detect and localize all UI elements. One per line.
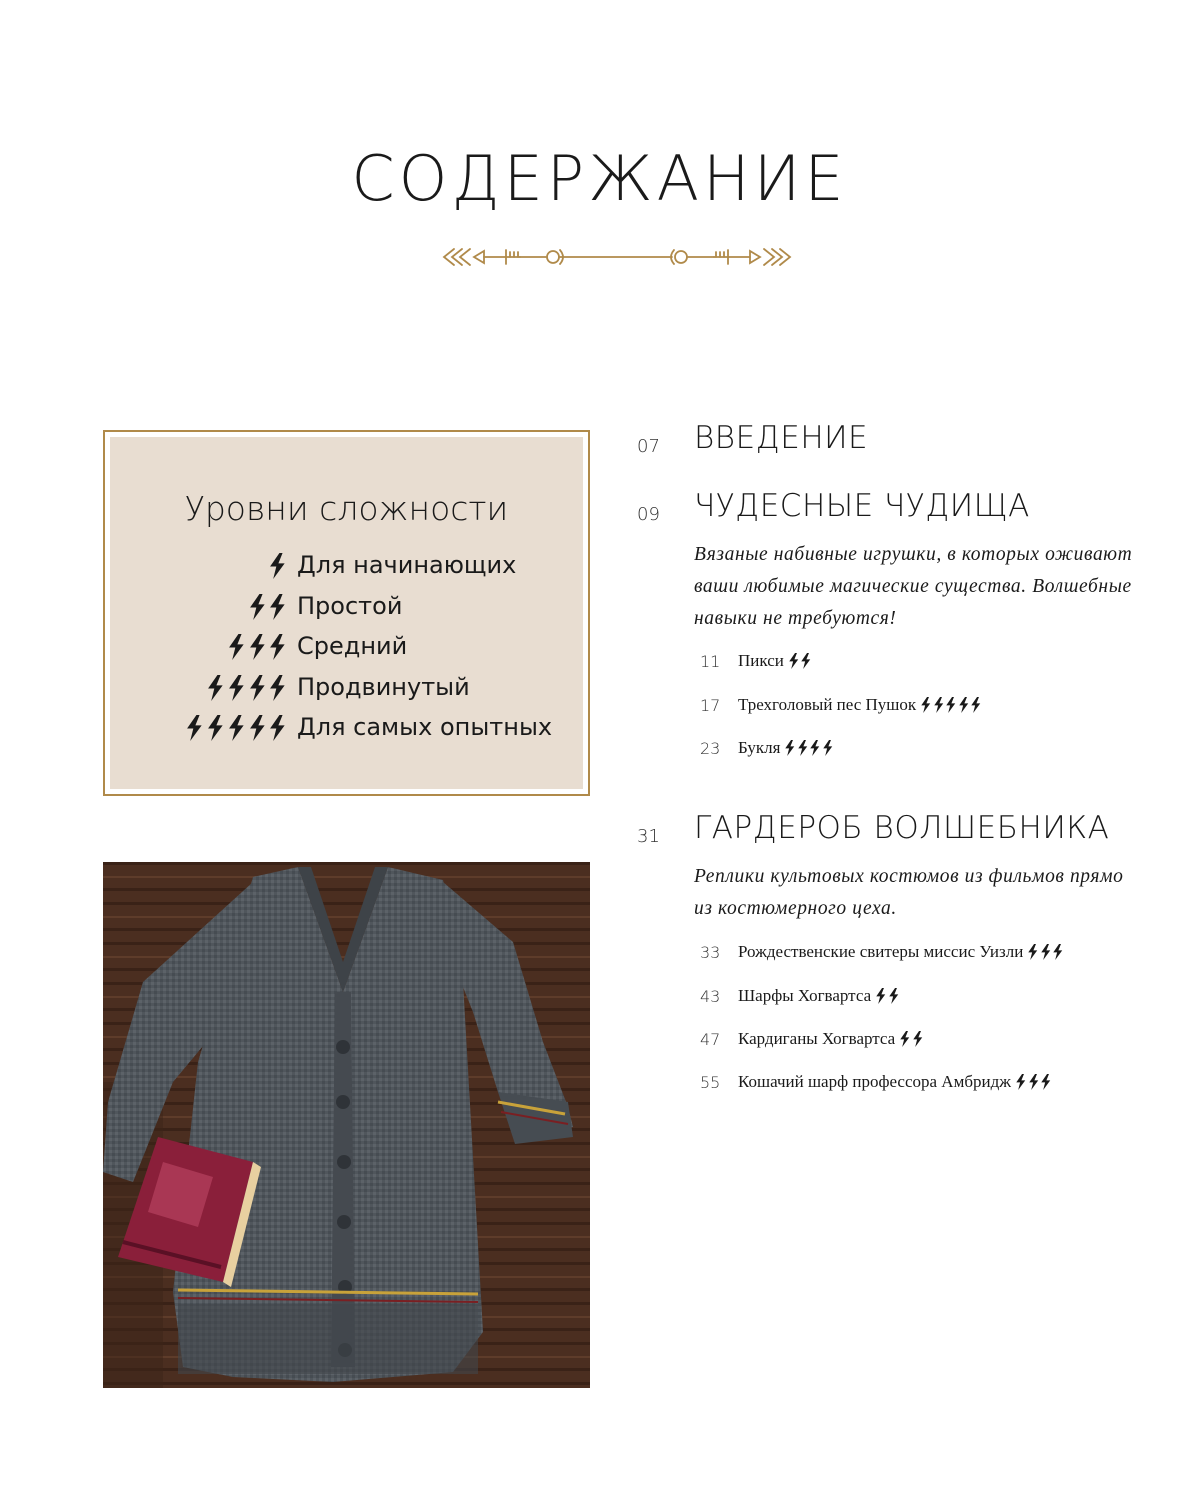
lightning-bolt-icon — [1052, 944, 1064, 960]
lightning-bolt-icon — [1040, 1074, 1052, 1090]
difficulty-level-row — [110, 588, 583, 629]
toc-entry-page: 47 — [700, 1029, 721, 1049]
lightning-bolt-icon — [248, 634, 267, 660]
difficulty-level-row — [110, 628, 583, 669]
difficulty-levels-title: Уровни сложности — [184, 489, 509, 528]
difficulty-level-label: Для самых опытных — [297, 713, 553, 741]
lightning-bolt-icon — [784, 740, 796, 756]
toc-entry-difficulty — [784, 740, 833, 756]
toc-entry-page: 33 — [700, 942, 721, 962]
difficulty-levels-panel — [110, 437, 583, 789]
toc-section-page: 31 — [637, 826, 660, 847]
toc-entry-difficulty — [920, 697, 982, 713]
toc-entry-page: 11 — [700, 651, 721, 671]
toc-section-title: ЧУДЕСНЫЕ ЧУДИЩА — [694, 488, 1030, 524]
lightning-bolt-icon — [933, 697, 945, 713]
lightning-bolt-icon — [822, 740, 834, 756]
toc-entry-page: 23 — [700, 738, 721, 758]
difficulty-level-bolts — [185, 715, 287, 741]
toc-section-title: ВВЕДЕНИЕ — [694, 420, 869, 456]
lightning-bolt-icon — [206, 715, 225, 741]
lightning-bolt-icon — [268, 553, 287, 579]
lightning-bolt-icon — [945, 697, 957, 713]
difficulty-level-bolts — [227, 634, 287, 660]
toc-entry — [700, 1069, 1052, 1095]
toc-entry-title: Кардиганы Хогвартса — [738, 1029, 896, 1048]
toc-entry-difficulty — [875, 988, 899, 1004]
toc-entry — [700, 983, 899, 1009]
lightning-bolt-icon — [1015, 1074, 1027, 1090]
toc-section-description: Реплики культовых костюмов из фильмов прямо из костюмерного цеха. — [694, 866, 1124, 919]
toc-entry-title: Пикси — [738, 651, 784, 670]
lightning-bolt-icon — [1028, 1074, 1040, 1090]
difficulty-level-label: Продвинутый — [297, 672, 470, 701]
lightning-bolt-icon — [797, 740, 809, 756]
difficulty-level-label: Простой — [297, 591, 403, 620]
cardigan-photo — [103, 862, 590, 1388]
toc-section-page: 07 — [637, 436, 660, 457]
difficulty-level-label: Средний — [297, 632, 408, 660]
toc-entry-difficulty — [899, 1031, 923, 1047]
difficulty-levels-list — [110, 547, 583, 750]
lightning-bolt-icon — [268, 715, 287, 741]
lightning-bolt-icon — [800, 653, 812, 669]
toc-entry-difficulty — [788, 653, 812, 669]
difficulty-level-row — [110, 669, 583, 710]
lightning-bolt-icon — [809, 740, 821, 756]
lightning-bolt-icon — [206, 675, 225, 701]
difficulty-level-row — [110, 709, 583, 750]
lightning-bolt-icon — [920, 697, 932, 713]
toc-entry — [700, 939, 1064, 965]
difficulty-level-bolts — [248, 594, 287, 620]
toc-section-title: ГАРДЕРОБ ВОЛШЕБНИКА — [694, 810, 1110, 846]
lightning-bolt-icon — [248, 715, 267, 741]
toc-entry — [700, 735, 833, 761]
toc-section-page: 09 — [637, 504, 660, 525]
toc-section-description: Вязаные набивные игрушки, в которых оживают ваши любимые магические существа. Волшебные навыки не требуются! — [694, 544, 1133, 629]
lightning-bolt-icon — [248, 675, 267, 701]
lightning-bolt-icon — [248, 594, 267, 620]
lightning-bolt-icon — [912, 1031, 924, 1047]
difficulty-levels-box — [103, 430, 590, 796]
toc-entry-difficulty — [1027, 944, 1064, 960]
lightning-bolt-icon — [970, 697, 982, 713]
lightning-bolt-icon — [227, 634, 246, 660]
lightning-bolt-icon — [875, 988, 887, 1004]
toc-entry-title: Трехголовый пес Пушок — [738, 695, 917, 714]
toc-entry-title: Букля — [738, 738, 781, 757]
lightning-bolt-icon — [227, 675, 246, 701]
lightning-bolt-icon — [888, 988, 900, 1004]
page-title: СОДЕРЖАНИЕ — [351, 142, 848, 215]
difficulty-level-bolts — [206, 675, 287, 701]
title-ornament — [440, 244, 794, 270]
lightning-bolt-icon — [1027, 944, 1039, 960]
lightning-bolt-icon — [958, 697, 970, 713]
lightning-bolt-icon — [185, 715, 204, 741]
toc-entry-title: Кошачий шарф профессора Амбридж — [738, 1072, 1011, 1091]
toc-entry — [700, 1026, 923, 1052]
difficulty-level-label: Для начинающих — [297, 551, 517, 579]
difficulty-level-row — [110, 547, 583, 588]
lightning-bolt-icon — [227, 715, 246, 741]
toc-entry — [700, 648, 812, 674]
toc-entry-page: 17 — [700, 695, 721, 715]
lightning-bolt-icon — [1040, 944, 1052, 960]
lightning-bolt-icon — [268, 594, 287, 620]
toc-entry-difficulty — [1015, 1074, 1052, 1090]
lightning-bolt-icon — [268, 634, 287, 660]
toc-entry-page: 55 — [700, 1072, 721, 1092]
toc-entry-page: 43 — [700, 986, 721, 1006]
lightning-bolt-icon — [788, 653, 800, 669]
lightning-bolt-icon — [899, 1031, 911, 1047]
lightning-bolt-icon — [268, 675, 287, 701]
toc-entry — [700, 692, 982, 718]
toc-entry-title: Шарфы Хогвартса — [738, 986, 872, 1005]
difficulty-level-bolts — [268, 553, 287, 579]
toc-entry-title: Рождественские свитеры миссис Уизли — [738, 942, 1024, 961]
